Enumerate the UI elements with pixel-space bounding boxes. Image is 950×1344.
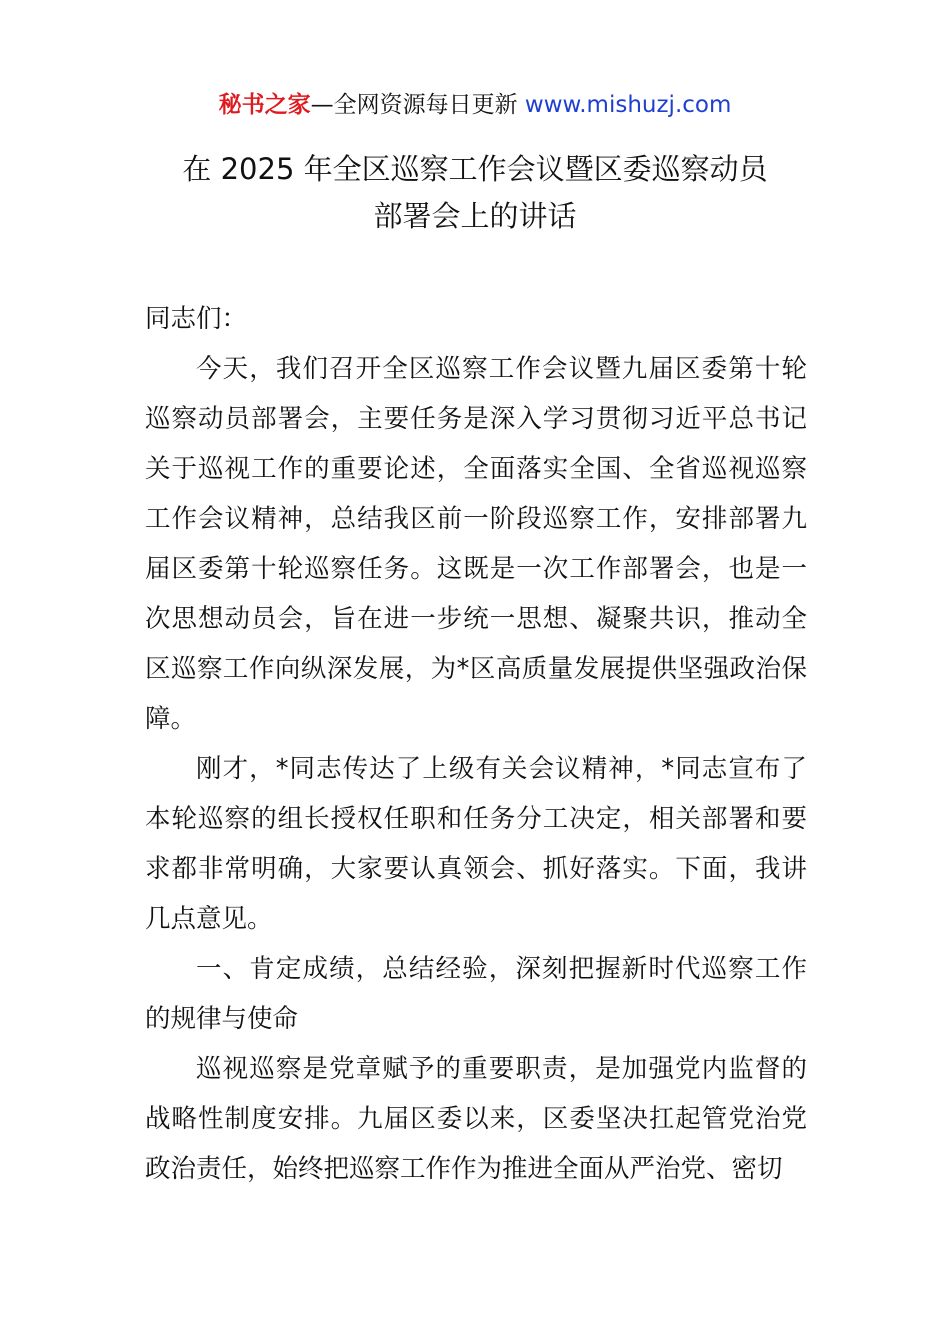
section-heading-1: 一、肯定成绩，总结经验，深刻把握新时代巡察工作的规律与使命 — [145, 954, 807, 1034]
banner-brand: 秘书之家 — [218, 92, 311, 118]
paragraph-1: 今天，我们召开全区巡察工作会议暨九届区委第十轮巡察动员部署会，主要任务是深入学习贯彻习近平总书记关于巡视工作的重要论述，全面落实全国、全省巡视巡察工作会议精神，总结我区前一阶段巡察工作，安排部署九届区委第十轮巡察任务。这既是一次工作部署会，也是一次思想动员会，旨在进一步统一思想、凝聚共识，推动全区巡察工作向纵深发展，为*区高质量发展提供坚强政治保障。 — [145, 354, 807, 734]
document-title — [120, 146, 830, 240]
salutation: 同志们： — [145, 304, 248, 334]
paragraph-3: 巡视巡察是党章赋予的重要职责，是加强党内监督的战略性制度安排。九届区委以来，区委坚决扛起管党治党政治责任，始终把巡察工作作为推进全面从严治党、密切 — [145, 1054, 807, 1184]
title-line-2: 部署会上的讲话 — [373, 199, 577, 233]
title-line-1: 在 2025 年全区巡察工作会议暨区委巡察动员 — [182, 152, 768, 186]
banner-slogan: —全网资源每日更新 — [310, 92, 525, 118]
banner-site-link[interactable]: www.mishuzj.com — [524, 92, 732, 118]
paragraph-2: 刚才，*同志传达了上级有关会议精神，*同志宣布了本轮巡察的组长授权任职和任务分工决定，相关部署和要求都非常明确，大家要认真领会、抓好落实。下面，我讲几点意见。 — [145, 754, 807, 934]
document-body — [145, 294, 807, 1194]
header-banner — [0, 88, 950, 122]
